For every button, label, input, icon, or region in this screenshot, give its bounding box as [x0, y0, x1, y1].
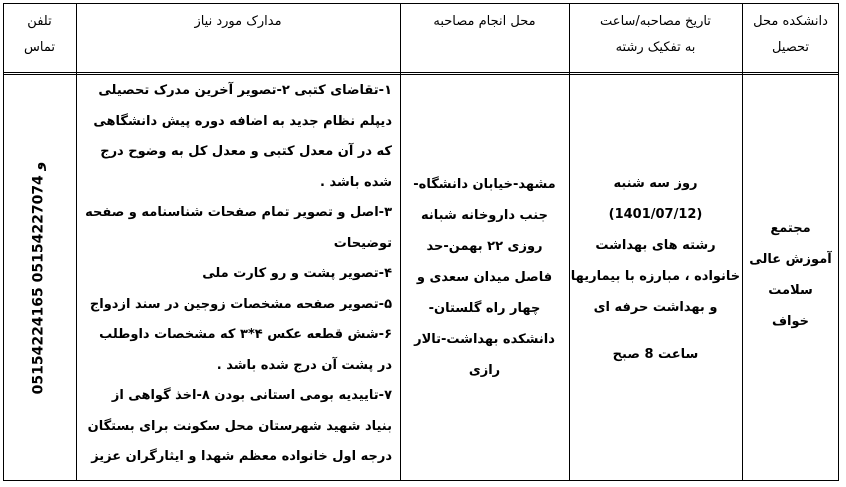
doc-line: ۷-تاییدیه بومی استانی بودن ۸-اخذ گواهی از	[111, 388, 392, 403]
doc-line: ۱-تقاضای کتبی ۲-تصویر آخرین مدرک تحصیلی	[98, 83, 392, 98]
header-phone: تلفن تماس	[24, 14, 55, 55]
doc-line: ۳-اصل و تصویر تمام صفحات شناسنامه و صفحه	[85, 205, 392, 220]
contact-phone	[16, 78, 60, 478]
required-documents-list	[76, 74, 400, 479]
doc-line: که در آن معدل کتبی و معدل کل به وضوح درج	[100, 144, 392, 159]
header-interview-place: محل انجام مصاحبه	[433, 14, 536, 29]
doc-line: توضیحات	[333, 235, 392, 251]
doc-line: درجه اول خانواده معظم شهدا و ایثارگران عزیز	[91, 449, 392, 464]
doc-line: ۴-تصویر پشت و رو کارت ملی	[202, 266, 392, 281]
doc-line: ۵-تصویر صفحه مشخصات زوجین در سند ازدواج	[89, 296, 392, 312]
phone-numbers: 05154224165 و 05154227074	[30, 161, 47, 395]
college-name: مجتمع آموزش عالی سلامت خواف	[749, 221, 832, 329]
header-interview-time: تاریخ مصاحبه/ساعت به تفکیک رشته	[600, 14, 711, 55]
interview-schedule: روز سه شنبه (1401/07/12) رشته های بهداشت خانواده ، مبارزه با بیماریها و بهداشت حرفه ای ساعت 8 صبح	[570, 176, 741, 362]
doc-line: در پشت آن درج شده باشد .	[216, 357, 392, 373]
interview-location: مشهد-خیابان دانشگاه- جنب داروخانه شبانه روزی ۲۲ بهمن-حد فاصل میدان سعدی و چهار راه گلستان- دانشکده بهداشت-تالار رازی	[413, 177, 556, 378]
header-required-docs: مدارک مورد نیاز	[194, 14, 282, 29]
doc-line: ۶-شش قطعه عکس ۴*۳ که مشخصات داوطلب	[99, 327, 392, 342]
doc-line: شده باشد .	[319, 174, 392, 190]
doc-line: دیپلم نظام جدید به اضافه دوره پیش دانشگاهی	[93, 113, 392, 129]
header-college: دانشکده محل تحصیل	[753, 14, 828, 55]
doc-line: بنیاد شهید شهرستان محل سکونت برای بستگان	[87, 418, 392, 434]
